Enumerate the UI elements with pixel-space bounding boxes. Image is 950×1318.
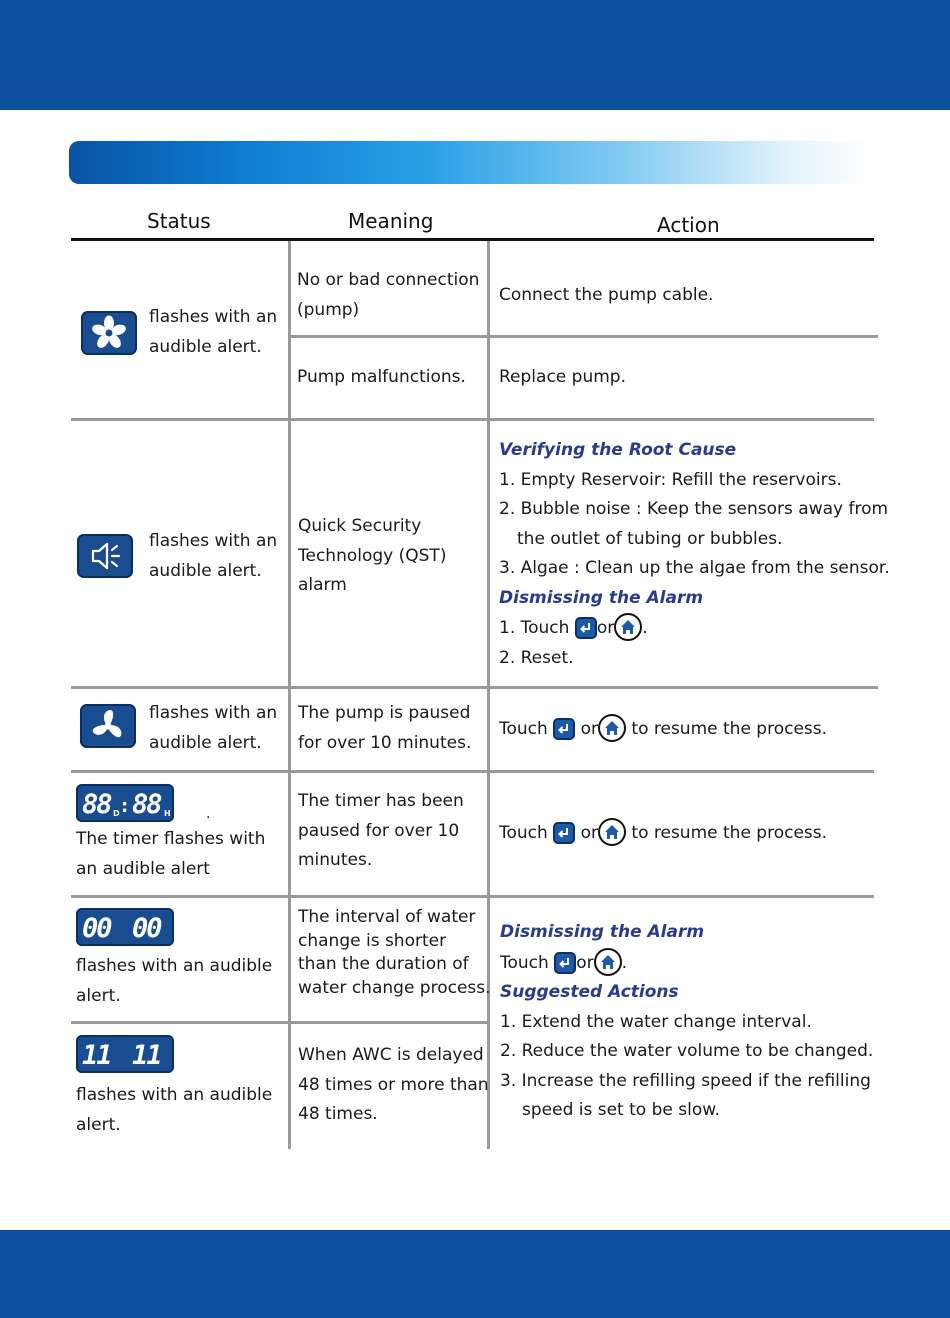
row-divider <box>71 418 874 421</box>
row-divider <box>71 895 874 898</box>
enter-icon <box>554 952 576 974</box>
pump-fan-icon <box>81 311 137 355</box>
meaning-text: The interval of water change is shorter than the duration of water change process. <box>298 907 491 998</box>
home-icon <box>598 818 626 846</box>
svg-text:D: D <box>113 809 120 818</box>
dot-mark: . <box>206 806 211 822</box>
enter-icon <box>553 718 575 740</box>
svg-text:00: 00 <box>82 913 111 944</box>
header-rule <box>71 238 874 241</box>
home-icon <box>614 613 642 641</box>
enter-icon <box>553 822 575 844</box>
action-heading: Suggested Actions <box>500 982 679 1002</box>
action-text: Touch or to resume the process. <box>499 714 827 745</box>
svg-text:88: 88 <box>132 789 161 820</box>
status-text: flashes with an audible alert. <box>76 1085 273 1135</box>
pump-paused-icon <box>80 704 136 748</box>
meaning-text: When AWC is delayed 48 times or more than 48 times. <box>298 1045 489 1124</box>
svg-text:H: H <box>164 809 171 818</box>
speaker-alarm-icon <box>77 534 133 578</box>
timer-display-icon <box>76 784 174 822</box>
svg-text::: : <box>121 796 129 817</box>
header-status: Status <box>147 209 211 233</box>
status-text: flashes with an audible alert. <box>76 956 273 1006</box>
action-text: Connect the pump cable. <box>499 285 714 305</box>
svg-text:88: 88 <box>82 789 111 820</box>
home-icon <box>598 714 626 742</box>
column-divider-1 <box>288 241 291 1149</box>
action-heading: Dismissing the Alarm <box>499 587 704 608</box>
action-text: Touch or to resume the process. <box>499 818 827 849</box>
row-divider <box>290 335 878 338</box>
status-text: The timer flashes with an audible alert <box>76 829 266 879</box>
header-band <box>0 0 950 110</box>
delay-display-icon <box>76 1035 174 1073</box>
svg-text:11: 11 <box>132 1040 161 1071</box>
action-text: Replace pump. <box>499 367 626 387</box>
meaning-text: The pump is paused for over 10 minutes. <box>298 703 472 753</box>
status-text: flashes with an audible alert. <box>149 307 278 357</box>
meaning-text: The timer has been paused for over 10 minutes. <box>298 791 464 870</box>
column-divider-2 <box>487 241 490 1149</box>
row-divider <box>71 1021 490 1024</box>
home-icon <box>594 948 622 976</box>
row-divider <box>71 686 878 689</box>
footer-band <box>0 1230 950 1318</box>
action-heading: Dismissing the Alarm <box>500 922 705 942</box>
action-text: Dismissing the Alarm Touch or . Suggested Actions 1. Extend the water change interval. 2. Reduce the water volume to be changed. 3. Increase the refilling speed if the refilling speed is set to be slow. <box>500 918 873 1126</box>
action-heading: Verifying the Root Cause <box>499 440 737 460</box>
header-meaning: Meaning <box>348 209 434 233</box>
section-title-bar <box>69 141 869 184</box>
svg-text:00: 00 <box>132 913 161 944</box>
meaning-text: Quick Security Technology (QST) alarm <box>298 516 447 595</box>
interval-display-icon <box>76 908 174 946</box>
row-divider <box>71 770 874 773</box>
status-text: flashes with an audible alert. <box>149 531 278 581</box>
svg-text:11: 11 <box>82 1040 111 1071</box>
status-text: flashes with an audible alert. <box>149 703 278 753</box>
enter-icon <box>575 617 597 639</box>
meaning-text: No or bad connection (pump) <box>297 270 480 320</box>
meaning-text: Pump malfunctions. <box>297 367 466 387</box>
action-text: Verifying the Root Cause 1. Empty Reservoir: Refill the reservoirs. 2. Bubble noise : Keep the sensors away from the outlet of tubing or bubbles. 3. Algae : Clean up the algae from the sensor. Dismissing the Alarm 1. Touch or . 2. Reset. <box>499 436 890 673</box>
header-action: Action <box>657 213 720 237</box>
